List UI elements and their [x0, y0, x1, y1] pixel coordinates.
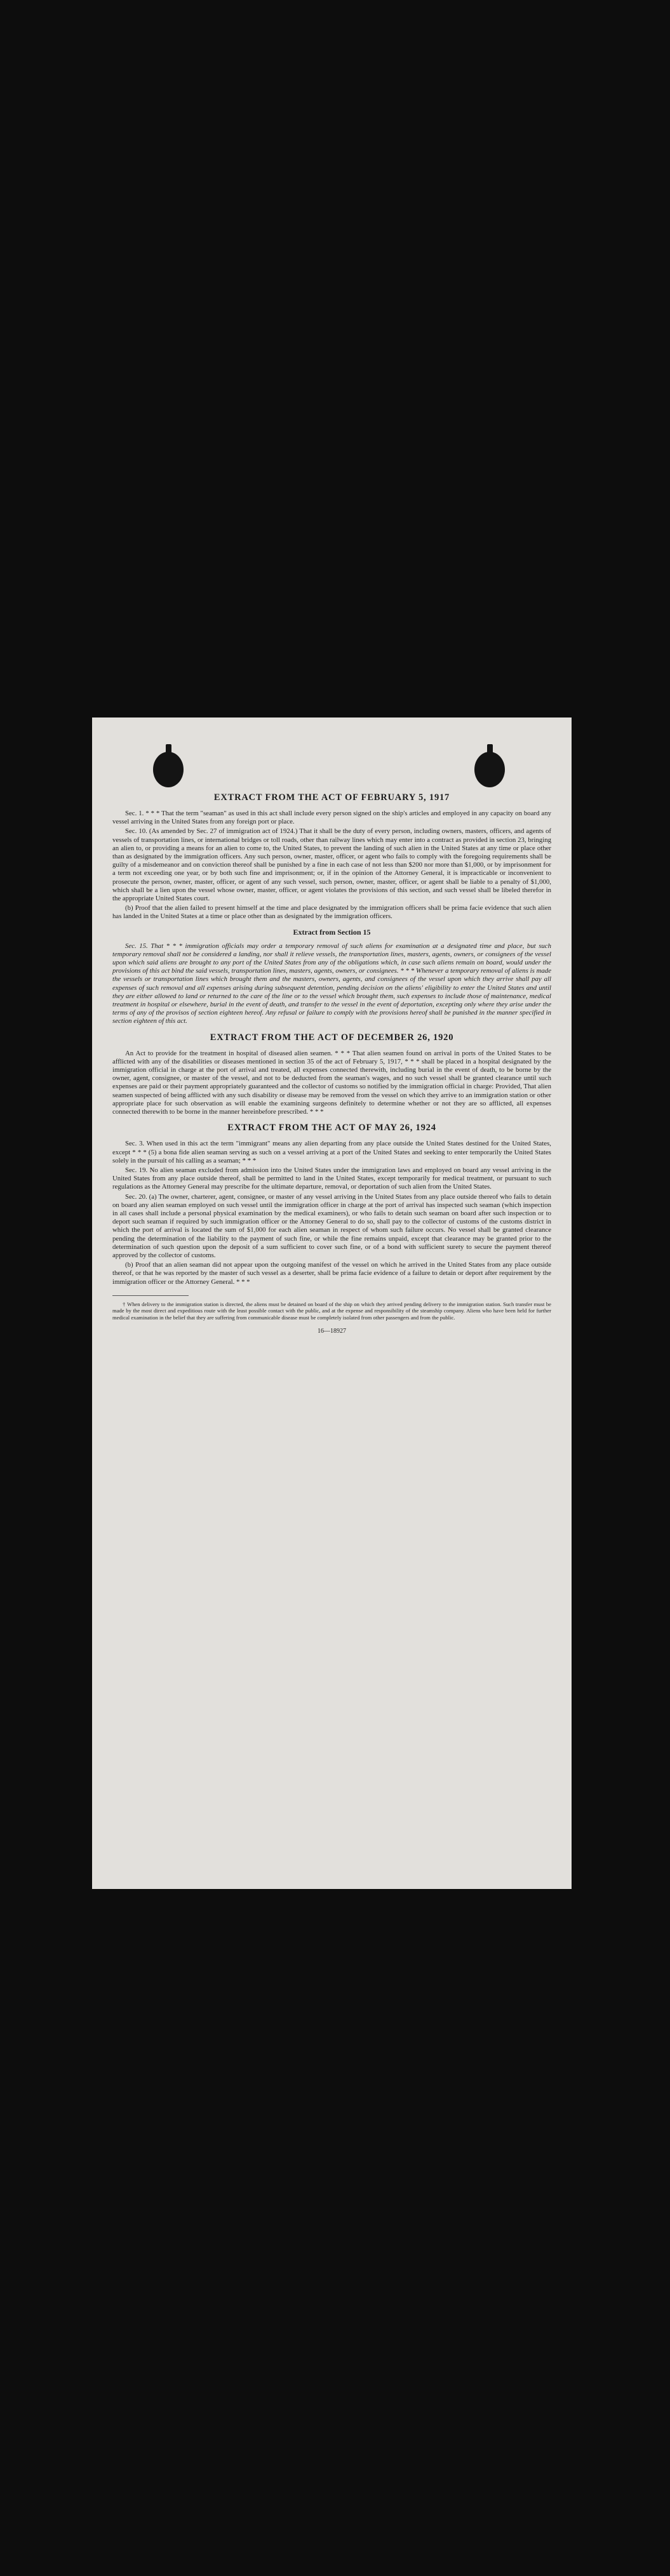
punch-hole-right	[474, 752, 505, 787]
act-1924-block	[112, 1123, 551, 1286]
sec-19-paragraph: Sec. 19. No alien seaman excluded from admission into the United States under the immigration laws and employed on board any vessel arriving in the United States from any place outside thereof, shall be permitted to land in the United States, except temporarily for medical treatment, or pursuant to such regulations as the Attorney General may prescribe for the ultimate departure, removal, or deportation of such alien from the United States.	[112, 1166, 551, 1191]
section-15-subheading: Extract from Section 15	[293, 927, 371, 937]
act-heading-1917: EXTRACT FROM THE ACT OF FEBRUARY 5, 1917	[213, 792, 450, 803]
act-1920-paragraph: An Act to provide for the treatment in hospital of diseased alien seamen. * * * That alien seamen found on arrival in ports of the United States to be afflicted with any of the disabilities or diseases mentioned in section 35 of the act of February 5, 1917, * * * shall be placed in a hospital designated by the immigration official in charge at the port of arrival and treated, all expenses connected therewith, including burial in the event of death, to be borne by the owner, agent, consignee, or master of the vessel, and not to be deducted from the seaman's wages, and no such vessel shall be granted clearance until such expenses are paid or their payment appropriately guaranteed and the collector of customs so notified by the immigration official in charge: Provided, That alien seamen suspected of being afflicted with any such disability or disease may be removed from the vessel on which they arrive to an immigration station or other appropriate place for such observation as will enable the examining surgeons definitely to determine whether or not they are so afflicted, all expenses connected therewith to be borne in the manner hereinbefore prescribed. * * *	[112, 1049, 551, 1116]
punch-hole-left	[153, 752, 184, 787]
act-heading-1920: EXTRACT FROM THE ACT OF DECEMBER 26, 1920	[210, 1032, 454, 1043]
act-heading-1924: EXTRACT FROM THE ACT OF MAY 26, 1924	[227, 1123, 436, 1133]
document-page	[92, 717, 572, 1889]
sec-20a-paragraph: Sec. 20. (a) The owner, charterer, agent, consignee, or master of any vessel arriving in the United States from any place outside thereof who fails to detain on board any alien seaman employed on such vessel until the immigration officer in charge at the port of arrival has inspected such seaman (which inspection in all cases shall include a personal physical examination by the medical examiners), or who fails to detain such seaman on board after such inspection or to deport such seaman if required by such immigration officer or the Attorney General to do so, shall pay to the collector of customs of the customs district in which the port of arrival is located the sum of $1,000 for each alien seaman in respect of whom such failure occurs. No vessel shall be granted clearance pending the determination of the liability to the payment of such fine, or while the fine remains unpaid, except that clearance may be granted prior to the determination of such question upon the deposit of a sum sufficient to cover such fine, or of a bond with sufficient surety to secure the payment thereof approved by the collector of customs.	[112, 1192, 551, 1259]
section-15-block	[112, 928, 551, 1026]
sec-10b-paragraph: (b) Proof that the alien failed to present himself at the time and place designated by the immigration officers shall be prima facie evidence that such alien has landed in the United States at a time or place other than as designated by the immigration officers.	[112, 904, 551, 921]
act-1917-block	[112, 792, 551, 921]
footnote-divider	[112, 1295, 189, 1296]
sec-3-paragraph: Sec. 3. When used in this act the term "immigrant" means any alien departing from any place outside the United States destined for the United States, except * * * (5) a bona fide alien seaman serving as such on a vessel arriving at a port of the United States and seeking to enter temporarily the United States solely in the pursuit of his calling as a seaman; * * *	[112, 1140, 551, 1165]
sec-10-paragraph: Sec. 10. (As amended by Sec. 27 of immigration act of 1924.) That it shall be the duty of every person, including owners, masters, officers, and agents of vessels of transportation lines, or international bridges or toll roads, other than railway lines which may enter into a contract as provided in section 23, bringing an alien to, or providing a means for an alien to come to, the United States, to prevent the landing of such alien in the United States at any time or place other than as designated by the immigration officers. Any such person, owner, master, officer, or agent who fails to comply with the foregoing requirements shall be guilty of a misdemeanor and on conviction thereof shall be punished by a fine in each case of not less than $200 nor more than $1,000, or by imprisonment for a term not exceeding one year, or by both such fine and imprisonment; or, if in the opinion of the Attorney General, it is impracticable or inconvenient to prosecute the person, owner, master, officer, or agent of any such vessel, such person, owner, master, officer, or agent shall be liable to a penalty of $1,000, which shall be a lien upon the vessel whose owner, master, officer, or agent violates the provisions of this section, and such vessel shall be libeled therefor in the appropriate United States court.	[112, 827, 551, 903]
act-1920-block	[112, 1032, 551, 1117]
footnote: † When delivery to the immigration station is directed, the aliens must be detained on board of the ship on which they arrived pending delivery to the immigration station. Such transfer must be made by the most direct and expeditious route with the least possible contact with the public, and at the expense and responsibility of the steamship company. Aliens who have been held for further medical examination in the belief that they are suffering from communicable disease must be completely isolated from other passengers and from the public.	[112, 1300, 551, 1321]
form-number: 16—18927	[318, 1327, 346, 1335]
sec-15-paragraph: Sec. 15. That * * * immigration officials may order a temporary removal of such aliens for examination at a designated time and place, but such temporary removal shall not be considered a landing, nor shall it relieve vessels, the transportation lines, masters, agents, owners, or consignees of the vessel upon which said aliens are brought to any port of the United States from any of the obligations which, in case such aliens remain on board, would under the provisions of this act bind the said vessels, transportation lines, masters, agents, owners, or consignees. * * * Whenever a temporary removal of aliens is made the vessels or transportation lines which brought them and the masters, owners, agents, and consignees of the vessel upon which they arrive shall pay all expenses of such removal and all expenses arising during subsequent detention, pending decision on the aliens' eligibility to enter the United States and until they are either allowed to land or returned to the care of the line or to the vessel which brought them, such expenses to include those of maintenance, medical treatment in hospital or elsewhere, burial in the event of death, and transfer to the vessel in the event of deportation, excepting only where they arise under the terms of any of the provisos of section eighteen hereof. Any refusal or failure to comply with the provisions hereof shall be punished in the manner specified in section eighteen of this act.	[112, 942, 551, 1025]
sec-1-paragraph: Sec. 1. * * * That the term "seaman" as used in this act shall include every person signed on the ship's articles and employed in any capacity on board any vessel arriving in the United States from any foreign port or place.	[112, 810, 551, 826]
sec-20b-paragraph: (b) Proof that an alien seaman did not appear upon the outgoing manifest of the vessel on which he arrived in the United States from any place outside thereof, or that he was reported by the master of such vessel as a deserter, shall be prima facie evidence of a failure to detain or deport after requirement by the immigration officer or the Attorney General. * * *	[112, 1261, 551, 1286]
